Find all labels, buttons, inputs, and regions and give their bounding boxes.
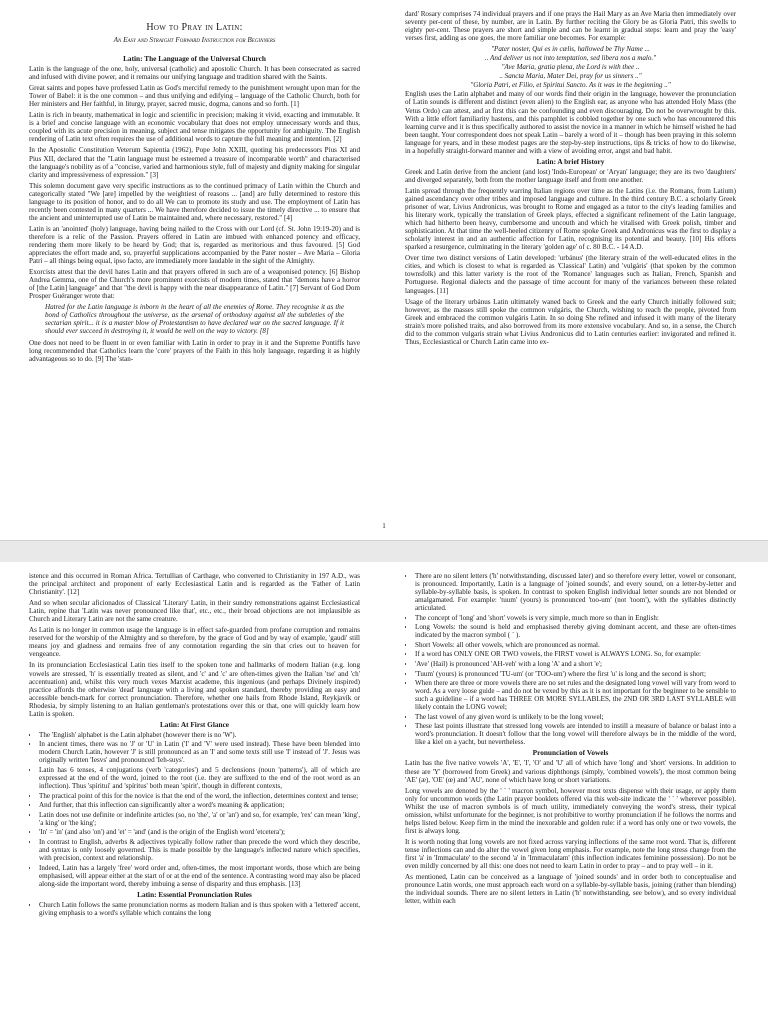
paragraph: Great saints and popes have professed Latin as God's merciful remedy to the punishment wrought upon man for the Tower of Babel: it is the one common – and thus unifying and edifying – language of the Catholic Church, both for Her ministers and Her faithful, in liturgy, prayer, sacred music, dogma, canons and so forth. [1] xyxy=(29,84,360,109)
paragraph: istence and this occurred in Roman Africa. Tertullian of Carthage, who converted to Christianity in 197 A.D., was the principal architect and proponent of early Ecclesiastical Latin and is regarded as the 'Father of Latin Christianity'. [12] xyxy=(29,572,360,597)
paragraph: Latin is the language of the one, holy, universal (catholic) and apostolic Church. It has been consecrated as sacred and infused with divine power, and it remains our unifying language and tradition shared with the Saints. xyxy=(29,65,360,82)
bullet-list xyxy=(405,572,736,746)
paragraph: Usage of the literary urbánus Latin ultimately waned back to Greek and the early Church initially followed suit; however, as the masses still spoke the common vulgáris, the Church, wishing to reach the people, pivoted from Greek and embraced the common vulgáris Latin. In so doing She refined and infused it with many of the literary strain's more polished traits, and also borrowed from its more extensive vocabulary. And so, in a sense, the Church did to the common vulgaris strain what Livius Andronicus did to Latin centuries earlier: invigorated and refined it. Thus, Ecclesiastical or Church Latin came into ex- xyxy=(405,297,736,346)
list-item: • Short Vowels: all other vowels, which are pronounced as normal. xyxy=(415,641,736,649)
paragraph: Over time two distinct versions of Latin developed: 'urbánus' (the literary strain of the well-educated elites in the cities, and which is closest to what is regarded as 'Classical' Latin) and 'vulgáris' (that spoken by the common townsfolk) and this latter variety is the root of the 'Romance' languages such as Italian, French, Spanish and Portuguese. Regional dialects and the passage of time account for many of the variances between these related languages. [11] xyxy=(405,254,736,295)
prayer-verse: "Gloria Patri, et Filio, et Spiritui Sancto. As it was in the beginning .." xyxy=(470,81,671,90)
list-item: • There are no silent letters ('h' notwithstanding, discussed later) and so therefore every letter, vowel or consonant, is pronounced. Importantly, Latin is a language of 'joined sounds', and every sound, on a letter-by-letter and syllable-by-syllable basis, is spoken. In contrast to spoken English individual letter sounds are not blended or amalgamated. For example: 'tuum' (yours) is pronounced 'too-um' (not 'toom'), with the syllables distinctly articulated. xyxy=(415,572,736,612)
section-heading: Pronunciation of Vowels xyxy=(532,748,609,758)
page1-left-column xyxy=(29,52,360,522)
prayer-verse: .. And deliver us not into temptation, sed libera nos a malo." xyxy=(484,54,657,63)
block-quote: Hatred for the Latin language is inborn in the heart of all the enemies of Rome. They recognise it as the bond of Catholics throughout the universe, as the arsenal of orthodoxy against all the subtleties of the sectarian spirit... it is a master blow of Protestantism to have declared war on the sacred language. If it should ever succeed in destroying it, it would be well on the way to victory. [8] xyxy=(45,303,344,336)
list-item: • And further, that this inflection can significantly alter a word's meaning & application; xyxy=(39,801,360,809)
section-heading: Latin: A brief History xyxy=(536,156,605,166)
bullet-list xyxy=(29,731,360,888)
list-item: • The 'English' alphabet is the Latin alphabet (however there is no 'W'). xyxy=(39,731,360,739)
paragraph: Long vowels are denoted by the ' ´ ' macron symbol, however most texts dispense with their usage, or apply them only for uncommon words (the Latin prayer booklets offered via this web-site indicate the ' ´ ' wherever possible). Whilst the use of macron symbols is of much utility, immediately conveying the word's stress, their typical omission, whilst unfortunate for the beginner, is not prohibitive to worthy pronunciation if he follows the norms and helps listed below. Keep firm in the mind the inexorable and golden rule: if a word has only one or two vowels, the first is always long. xyxy=(405,786,736,835)
paragraph: Latin has the five native vowels 'A', 'E', 'I', 'O' and 'U' all of which have 'long' and 'short' versions. In addition to these are 'Y' (borrowed from Greek) and various diphthongs (simply, 'combined vowels'), the most common being 'AE' (æ), 'OE' (œ) and 'AU', none of which have long or short variations. xyxy=(405,759,736,784)
paragraph: Greek and Latin derive from the ancient (and lost) 'Indo-European' or 'Aryan' language; they are its two 'daughters' and diverged separately, both from the mother language itself and from one another. xyxy=(405,167,736,184)
list-item: • When there are three or more vowels there are no set rules and the designated long vowel will vary from word to word. As a very loose guide – and do not be vexed by this as it is not important for the beginner to be sensible to such a guideline – if a word has THREE OR MORE SYLLABLES, the 2ND OR 3RD LAST SYLLABLE will likely contain the LONG vowel; xyxy=(415,679,736,711)
list-item: • Latin does not use definite or indefinite articles (so, no 'the', 'a' or 'an') and so, for example, 'rex' can mean 'king', 'a king' or 'the king'; xyxy=(39,811,360,827)
list-item: • Latin has 6 tenses, 4 conjugations (verb 'categories') and 5 declensions (noun 'patterns'), all of which are expressed at the end of the word, joined to the root (i.e. they are suffixed to the end of the root word as an inflection). Thus 'spíritui' and 'spíritus' both mean 'spirit', though in different contexts, xyxy=(39,766,360,790)
paragraph: Exorcists attest that the devil hates Latin and that prayers offered in such are of a weaponised potency. [6] Bishop Andrea Gemma, one of the Church's more prominent exorcists of modern times, stated that "demons have a horror of [the Latin] language" and that "the devil is happy with the near disappearance of Latin." [7] Servant of God Dom Prosper Guéranger wrote that: xyxy=(29,268,360,301)
list-item: • The practical point of this for the novice is that the end of the word, the inflection, determines context and tense; xyxy=(39,792,360,800)
page2-left-column xyxy=(29,572,360,1022)
paragraph: In its pronunciation Ecclesiastical Latin ties itself to the spoken tone and hallmarks of modern Italian (e.g. long vowels are stressed, 'h' is essentially treated as silent, and 'c' and 'c' are often-times given the Italian 'tse' and 'ch' accentuation) and, whilst this very much vexes Marxist academe, this ingenious (and perhaps Divinely inspired) practice affords the otherwise 'dead' language with a living and spoken standard, thereby providing an easy and accessible bench-mark for correct pronunciation. Therefore, whether one hails from Rhode Island, Reykjavík or Rhodesia, by simply listening to an Italian gentleman's protestations over this or that, one will quickly learn how Latin is spoken. xyxy=(29,661,360,718)
paragraph: As Latin is no longer in common usage the language is in effect safe-guarded from profane corruption and remains reserved for the worship of the Almighty and so therefore, by the grace of God and by way of example, 'gaudi' still means joy and gladness and remains free of any connotation regarding the sin that cries out to heaven for vengeance. xyxy=(29,626,360,659)
prayer-verse: "Pater noster, Qui es in cælis, hallowed be Thy Name ... xyxy=(491,45,650,54)
paragraph: It is worth noting that long vowels are not fixed across varying inflections of the same root word. That is, different tense inflections can and do alter the vowel given long emphasis. For example, note the long stress change from the first 'a' in 'Immaculate' to the second 'a' in 'Immaculatam' (this inflection indicates feminine possession). Do not be even mildly concerned by all this: one does not need to learn Latin in order to pray – and to pray well – in it. xyxy=(405,837,736,871)
list-item: • In contrast to English, adverbs & adjectives typically follow rather than precede the word which they describe, and syntax is only loosely governed. This is made possible by the language's inflected nature which specifies, with precision, context and relationship. xyxy=(39,838,360,862)
list-item: • The concept of 'long' and 'short' vowels is very simple, much more so than in English: xyxy=(415,614,736,622)
paragraph: And so when secular aficionados of Classical 'Literary' Latin, in their sundry remonstrations against Ecclesiastical Latin, repine that 'Latin was never pronounced like that', etc., etc., their broad objections are not implausible as Church and Literary Latin are not the same creature. xyxy=(29,599,360,624)
list-item: • The last vowel of any given word is unlikely to be the long vowel; xyxy=(415,713,736,721)
page1-right-column xyxy=(405,10,736,516)
section-heading: Latin: The Language of the Universal Church xyxy=(123,54,266,63)
list-item: • If a word has ONLY ONE OR TWO vowels, the FIRST vowel is ALWAYS LONG. So, for example: xyxy=(415,650,736,658)
paragraph: English uses the Latin alphabet and many of our words find their origin in the language, however the pronunciation of Latin sounds is different and distinct (even alien) to the English ear, as anyone who has attended Holy Mass (the Vetus Ordo) can attest, and at first this can be confounding and even discouraging. Do not be overwrought by this. With a little effort familiarity hastens, and this pamphlet is cobbled together by one such who has encountered this learning curve and it is thus specifically authored to assist the novice in a manner in which he himself wished he had been taught. Your correspondent does not speak Latin – barely a word of it – though has been praying in this solemn language for years, and in these modest pages are the step-by-step instructions, tips & tricks of how to do likewise, in a hopefully straight-forward manner and with a view of avoiding error, angst and bad habit. xyxy=(405,90,736,155)
page-separator xyxy=(0,540,768,564)
list-item: • 'Tuum' (yours) is pronounced 'TU-um' (or 'TOO-um') where the first 'u' is long and the second is short; xyxy=(415,670,736,678)
paragraph: Latin spread through the frequently warring Italian regions over time as the Latins (i.e. the Romans, from Latium) gained ascendancy over other tribes and imposed language and culture. In the third century B.C. a scholarly Greek prisoner of war, Livius Andronicus, was brought to Rome and engaged as a tutor to the city's leading families and his literary work, typically the translation of Greek plays, effected a significant refinement of the Latin language, which had hitherto been heavy, cumbersome and uncouth and which he vitalised with Greek polish, timber and sophistication. At that time the well-heeled citizenry of Rome spoke Greek and Andronicus was the first to display a scholarly interest in and an authentic affection for Latin, recognising its potential and beauty. [10] His efforts sparked a resurgence, culminating in the literary 'golden age' of c. 80 B.C. - 14 A.D. xyxy=(405,186,736,252)
prayer-verse: "Ave Maria, gratia plena, the Lord is with thee .. xyxy=(501,63,640,72)
list-item: • Indeed, Latin has a largely 'free' word order and, often-times, the most important words, those which are being emphasised, will appear either at the start of or at the end of the sentence. A contrasting word may also be placed along-side the important word, thereby imbuing a sense of disparity and thus emphasis. [13] xyxy=(39,864,360,888)
paragraph: Latin is rich in beauty, mathematical in logic and scientific in precision; making it vivid, exacting and immutable. It is a brief and concise language with an economic vocabulary that does not employ unnecessary words and thus, coupled with its acute precision in meaning, subject and tense mitigates the opportunity for ambiguity. The English rendering of Latin text often requires the use of additional words to capture the full meaning and intention. [2] xyxy=(29,111,360,144)
document-title: How to Pray in Latin: xyxy=(146,22,243,33)
section-heading: Latin: Essential Pronunciation Rules xyxy=(137,889,252,899)
paragraph: One does not need to be fluent in or even familiar with Latin in order to pray in it and the Supreme Pontiffs have long recommended that Catholics learn the 'core' prayers of the Faith in this holy language, regarding it as highly advantageous so to do. [9] The 'stan- xyxy=(29,338,360,363)
paragraph: As mentioned, Latin can be conceived as a language of 'joined sounds' and in order both to conceptualise and pronounce Latin words, one must approach each word on a syllable-by-syllable basis, joining (rather than blending) the individual sounds. There are no silent letters in Latin ('h' notwithstanding, see below), and so every individual letter, within each xyxy=(405,873,736,906)
paragraph: In the Apostolic Constitution Veterum Sapientia (1962), Pope John XXIII, quoting his predecessors Pius XI and Pius XII, declared that the "Latin language must be esteemed a treasure of incomparable worth" and characterised the language's nobility as of a "concise, varied and harmonious style, full of majesty and dignity making for singular clarity and impressiveness of expression." [3] xyxy=(29,146,360,179)
prayer-verse: .. Sancta Maria, Mater Dei, pray for us sinners .." xyxy=(499,72,642,81)
paragraph: Latin is an 'anointed' (holy) language, having being nailed to the Cross with our Lord (cf. St. John 19:19-20) and is therefore is a relic of the Passion. Prayers offered in Latin are imbued with enhanced potency and efficacy, rendering them more likely to be heard by God; that is, regarded as meritorious and thus favoured. [5] God appreciates the effort made and, so, prayerful supplications accompanied by the Pater noster – Ave Maria – Gloria Patri – all things being equal, ipso facto, are immediately more laudable in the sight of the Almighty. xyxy=(29,224,360,266)
list-item: • 'Ave' (Hail) is pronounced 'AH-veh' with a long 'A' and a short 'e'; xyxy=(415,660,736,668)
document-subtitle: An Easy and Straight Forward Instruction for Beginners xyxy=(113,36,276,44)
list-item: • Long Vowels: the sound is held and emphasised thereby giving dominant accent, and these are often-times indicated by the macron symbol ( ´ ). xyxy=(415,623,736,639)
list-item: • In ancient times, there was no 'J' or 'U' in Latin ('I' and 'V' were used instead). These have been blended into modern Church Latin, however 'J' is still pronounced as an 'I' and some texts still use 'I' instead of 'J'. Jesus was originally written 'Iesvs' and pronounced 'Ieh-suys'. xyxy=(39,740,360,764)
page2-right-column xyxy=(405,572,736,1022)
paragraph: This solemn document gave very specific instructions as to the continued primacy of Latin within the Church and categorically stated "We [are] impelled by the weightiest of reasons ... [and] are fully determined to restore this language to its position of honor, and to do all We can to promote its study and use. The employment of Latin has recently been contested in many quarters ... We have therefore decided to issue the timely directive ... to ensure that the ancient and uninterrupted use of Latin be maintained and, where necessary, restored." [4] xyxy=(29,181,360,222)
page-two xyxy=(0,562,768,1024)
bullet-list xyxy=(29,901,360,917)
paragraph: dard' Rosary comprises 74 individual prayers and if one prays the Hail Mary as an Ave Maria then immediately over seventy per-cent of these, by number, are in Latin. By further reciting the Glory be as Gloria Patri, this swells to eighty per-cent. These prayers are short and simple and can be learnt in gradual steps: learn and pray the 'easy' verses first, adding as one goes, the more familiar one becomes. For example: xyxy=(405,10,736,43)
page-number: 1 xyxy=(382,522,386,530)
list-item: • Church Latin follows the same pronunciation norms as modern Italian and is thus spoken with a 'lettered' accent, giving emphasis to a word's syllable which contains the long xyxy=(39,901,360,917)
list-item: • 'In' = 'in' (and also 'on') and 'et' = 'and' (and is the origin of the English word 'etcetera'); xyxy=(39,828,360,836)
section-heading: Latin: At First Glance xyxy=(159,719,230,729)
list-item: • These last points illustrate that stressed long vowels are intended to instill a measure of balance or balast into a word's pronunciation. It doesn't follow that the long vowel will therefore always be in the middle of the word, like a kiel on a yacht, but nevertheless. xyxy=(415,722,736,746)
